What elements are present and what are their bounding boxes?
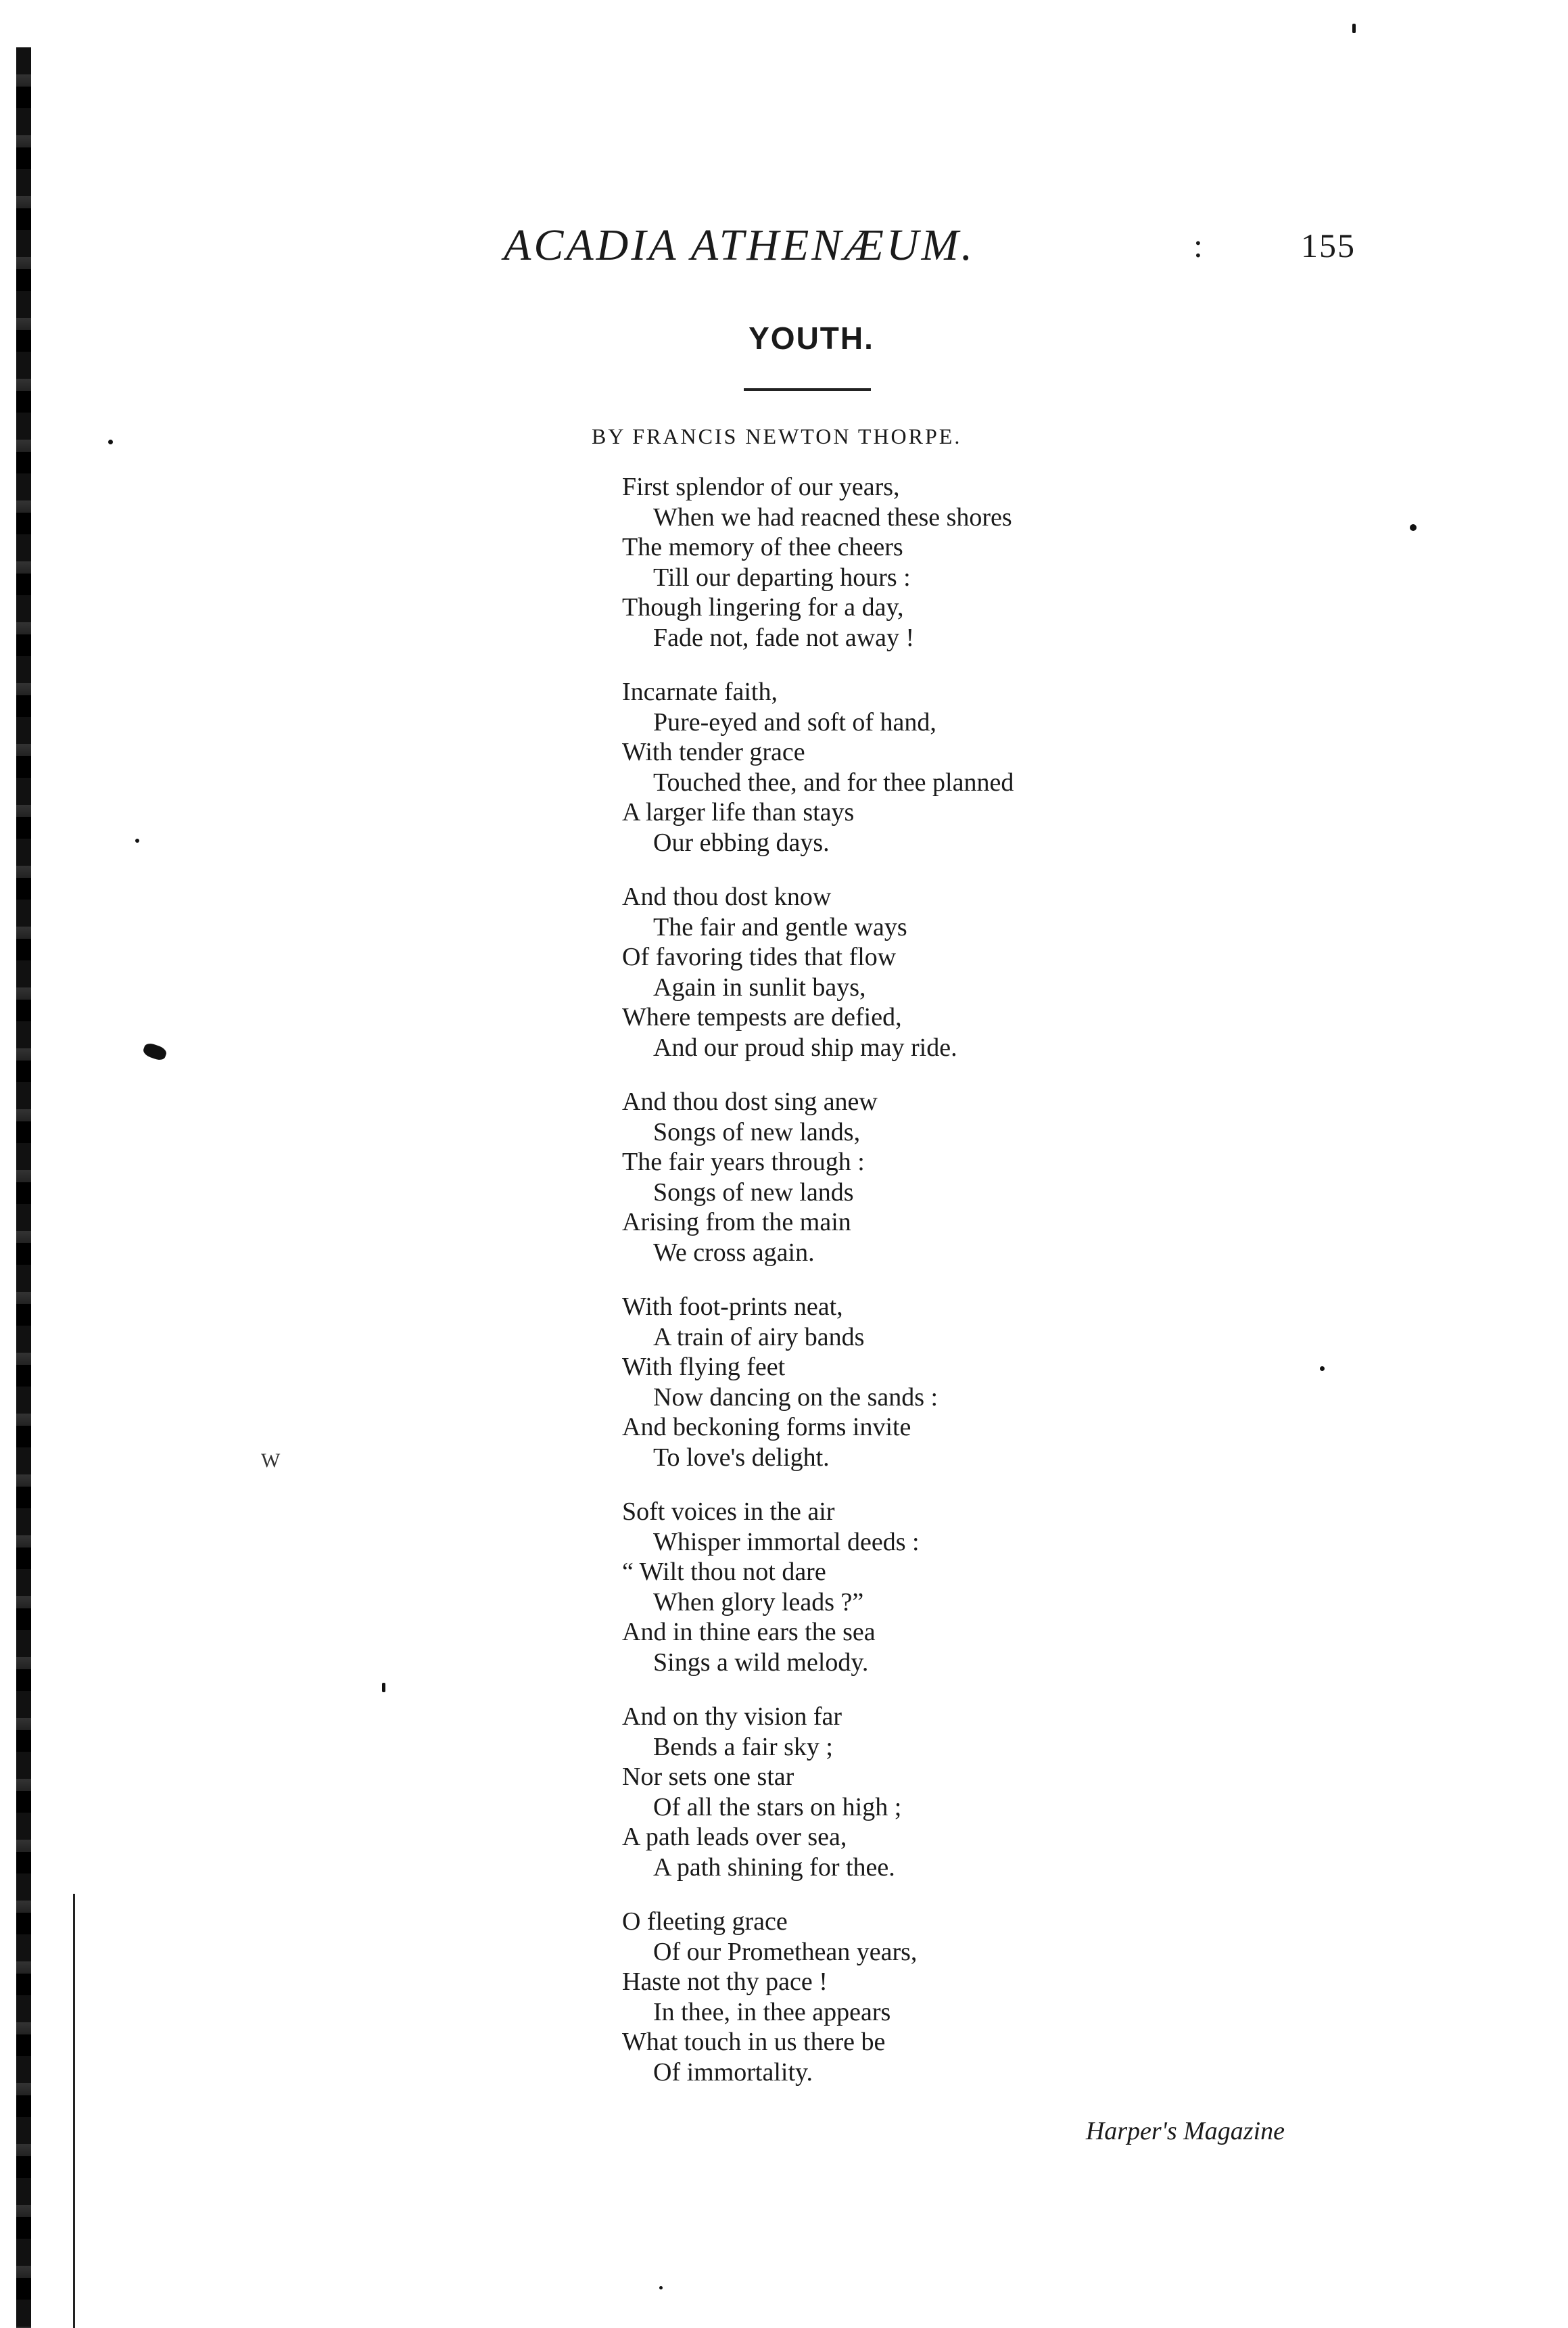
poem-title: YOUTH.: [749, 321, 874, 356]
poem-line: Whisper immortal deeds :: [653, 1527, 920, 1556]
poem-line: Of our Promethean years,: [653, 1937, 918, 1966]
scan-speck: [382, 1683, 385, 1692]
poem-line: Again in sunlit bays,: [653, 973, 866, 1002]
poem-line: A larger life than stays: [622, 798, 855, 827]
poem-line: Haste not thy pace !: [622, 1968, 828, 1996]
header-colon: :: [1193, 227, 1203, 264]
poem-line: “ Wilt thou not dare: [622, 1558, 826, 1586]
poem-line: Incarnate faith,: [622, 678, 778, 706]
poem-stanza: [622, 1497, 1366, 1677]
poem-line: What touch in us there be: [622, 2028, 886, 2056]
scan-speck: [1352, 24, 1356, 33]
running-title: ACADIA ATHENÆUM.: [504, 220, 976, 270]
poem-line: With flying feet: [622, 1353, 786, 1381]
poem-line: A train of airy bands: [653, 1322, 865, 1351]
poem-line: Of all the stars on high ;: [653, 1792, 902, 1821]
poem-line: Where tempests are defied,: [622, 1003, 902, 1031]
poem-line: Sings a wild melody.: [653, 1648, 869, 1677]
poem-line: Songs of new lands,: [653, 1117, 861, 1146]
poem-line: When we had reacned these shores: [653, 503, 1012, 532]
poem-line: Songs of new lands: [653, 1178, 854, 1207]
poem-line: Arising from the main: [622, 1208, 851, 1236]
scan-edge-line: [73, 1894, 75, 2328]
poem-line: Touched thee, and for thee planned: [653, 768, 1014, 797]
scan-speck: [1320, 1366, 1325, 1371]
poem-line: And on thy vision far: [622, 1702, 842, 1731]
poem-line: Nor sets one star: [622, 1763, 794, 1791]
poem-line: First splendor of our years,: [622, 473, 900, 501]
scan-speck: [135, 839, 139, 843]
poem-line: And beckoning forms invite: [622, 1413, 911, 1441]
poem-line: And thou dost sing anew: [622, 1088, 878, 1116]
poem-line: Soft voices in the air: [622, 1497, 835, 1526]
poem-stanza: [622, 472, 1366, 653]
poem-line: Now dancing on the sands :: [653, 1382, 939, 1412]
poem-line: A path leads over sea,: [622, 1823, 847, 1851]
poem-stanza: [622, 882, 1366, 1063]
poem-line: The fair years through :: [622, 1148, 865, 1176]
poem-line: When glory leads ?”: [653, 1587, 864, 1616]
poem-line: Fade not, fade not away !: [653, 623, 915, 652]
poem-line: Bends a fair sky ;: [653, 1732, 833, 1761]
poem-line: We cross again.: [653, 1238, 815, 1267]
poem-line: Pure-eyed and soft of hand,: [653, 707, 936, 737]
poem-line: Though lingering for a day,: [622, 593, 904, 622]
poem-stanza: [622, 1907, 1366, 2087]
poem-line: O fleeting grace: [622, 1907, 788, 1936]
poem-line: With tender grace: [622, 738, 805, 766]
poem-line: In thee, in thee appears: [653, 1997, 891, 2026]
title-rule: [744, 388, 871, 391]
poem-line: Our ebbing days.: [653, 828, 830, 857]
page-header: [504, 215, 1356, 276]
poem-line: Of favoring tides that flow: [622, 943, 897, 971]
scan-speck: [659, 2286, 663, 2289]
poem-line: And in thine ears the sea: [622, 1618, 876, 1646]
scan-speck: [142, 1042, 168, 1062]
poem-line: And thou dost know: [622, 883, 832, 911]
poem-line: Till our departing hours :: [653, 563, 911, 592]
poem-line: A path shining for thee.: [653, 1853, 895, 1882]
poem-line: Of immortality.: [653, 2057, 813, 2087]
poem-line: The memory of thee cheers: [622, 533, 903, 561]
poem-body: [622, 472, 1366, 2112]
poem-line: With foot-prints neat,: [622, 1293, 843, 1321]
poem-stanza: [622, 1702, 1366, 1882]
scan-speck: [1410, 524, 1417, 531]
scan-speck: [108, 440, 113, 444]
margin-mark: W: [261, 1449, 281, 1472]
poem-byline: BY FRANCIS NEWTON THORPE.: [592, 424, 962, 448]
scan-binding-edge: [16, 47, 31, 2328]
page-number: 155: [1301, 227, 1356, 264]
poem-line: The fair and gentle ways: [653, 912, 907, 941]
poem-stanza: [622, 1087, 1366, 1267]
poem-stanza: [622, 677, 1366, 858]
poem-line: To love's delight.: [653, 1443, 830, 1472]
poem-stanza: [622, 1292, 1366, 1472]
poem-source: Harper's Magazine: [1085, 2117, 1285, 2145]
poem-line: And our proud ship may ride.: [653, 1033, 957, 1062]
